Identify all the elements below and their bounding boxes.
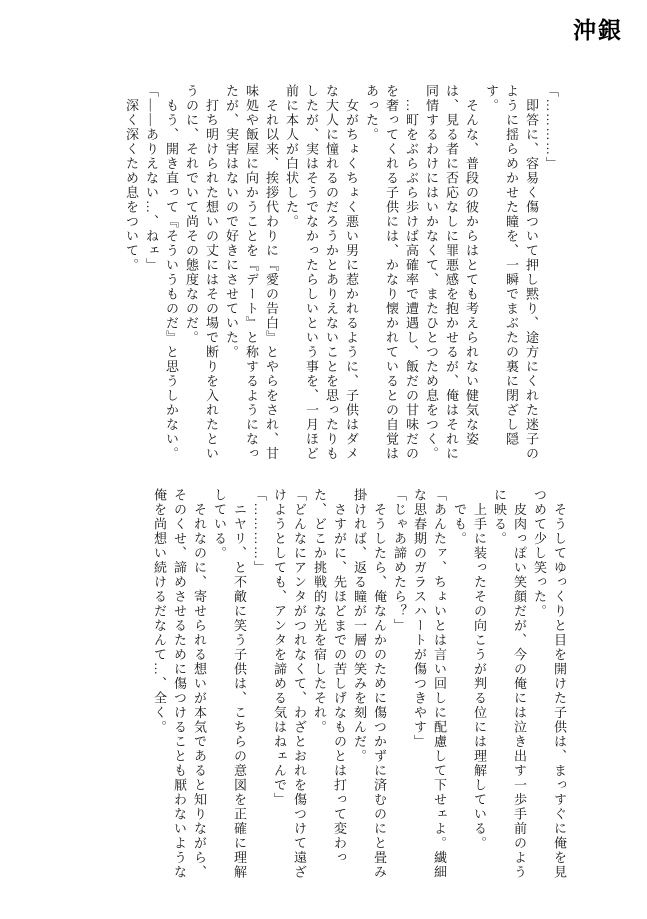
paragraph: 「じゃあ諦めたら？」 [392, 488, 407, 633]
paragraph: 「…………」 [544, 84, 559, 171]
paragraph: 「あんたァ、ちょいとは言い回しに配慮して下せェよ。繊細な思春期のガラスハートが傷つきやす」 [412, 488, 447, 880]
text-block-bottom [74, 488, 569, 880]
paragraph: そんな、普段の彼からはとても考えられない健気な姿は、見る者に否応なしに罪悪感を抱かせるが、俺はそれに同情するわけにはいかなくて、またひとつため息をつく。 [424, 84, 479, 461]
paragraph: 「どんなにアンタがつれなくて、わざとおれを傷つけて遠ざけようとしても、アンタを諦める気はねェんで」 [272, 488, 307, 880]
paragraph: 深く深くため息をついて。 [124, 84, 139, 273]
paragraph: 皮肉っぽい笑顔だが、今の俺には泣き出す一歩手前のように映る。 [492, 488, 527, 880]
paragraph: 「――ありえない…、ねェ」 [144, 84, 159, 273]
paragraph: 打ち明けられた想いの丈にはその場で断りを入れたというのに、それでいて尚その態度なのだ。 [184, 84, 219, 461]
paragraph: ニヤリ、と不敵に笑う子供は、こちらの意図を正確に理解している。 [212, 488, 247, 880]
paragraph: …町をぶらぶら歩けば高確率で遭遇し、飯だの甘味だのを奢ってくれる子供には、かなり懐かれているとの自覚はあった。 [364, 84, 419, 461]
paragraph: それなのに、寄せられる想いが本気であると知りながら、そのくせ、諦めさせるために傷つけることも厭わないような俺を尚想い続けるだなんて…、全く。 [152, 488, 207, 880]
paragraph: 女がちょくちょく悪い男に惹かれるように、子供はダメな大人に憧れるのだろうかとありえないことを思ったりもしたが、実はそうでなかったらしいという事を、一月ほど前に本人が白状した。 [284, 84, 359, 461]
text-block-top [91, 84, 561, 462]
paragraph: さすがに、先ほどまでの苦しげなものとは打って変わった、どこか挑戦的な光を宿したそれ。 [312, 488, 347, 865]
paragraph: 上手に装ったその向こうが判る位には理解している。 [472, 488, 487, 851]
page-title: 沖銀 [573, 17, 623, 43]
paragraph: そうしたら、俺なんかのために傷つかずに済むのにと畳み掛ければ、返る瞳が一層の笑みを刻んだ。 [352, 488, 387, 880]
paragraph: 「…………」 [252, 488, 267, 575]
paragraph: 即答に、容易く傷ついて押し黙り、途方にくれた迷子のように揺らめかせた瞳を、一瞬でまぶたの裏に閉ざし隠す。 [484, 84, 539, 461]
paragraph: それ以来、挨拶代わりに『愛の告白』とやらをされ、甘味処や飯屋に向かうことを『デート』と称するようになったが、実害はないので好きにさせていた。 [224, 84, 279, 461]
paragraph: そうしてゆっくりと目を開けた子供は、まっすぐに俺を見つめて少し笑った。 [532, 488, 567, 880]
paragraph: でも。 [452, 488, 467, 546]
paragraph: もう、開き直って『そういうものだ』と思うしかない。 [164, 84, 179, 461]
